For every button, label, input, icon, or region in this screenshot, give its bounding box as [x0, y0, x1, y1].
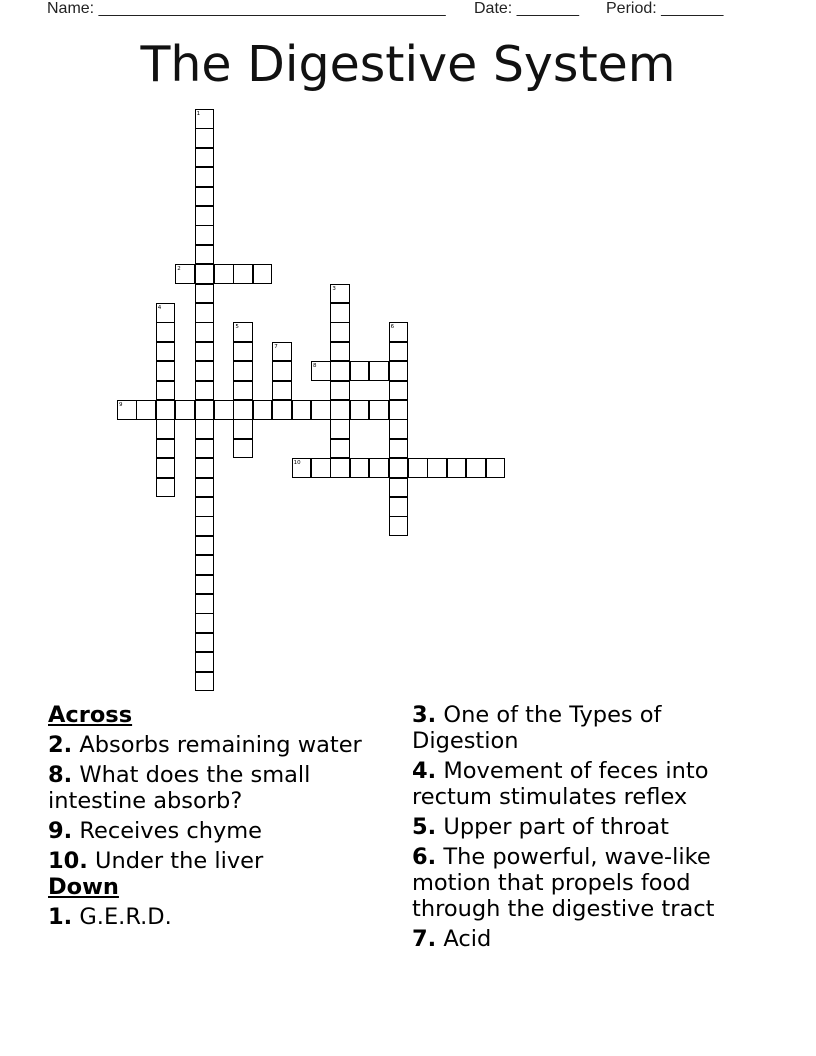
grid-cell[interactable] — [195, 245, 215, 265]
grid-cell[interactable] — [136, 400, 156, 420]
grid-cell[interactable] — [389, 478, 409, 498]
grid-cell[interactable] — [195, 264, 215, 284]
grid-cell[interactable] — [330, 381, 350, 401]
across-heading: Across — [48, 702, 133, 728]
grid-cell[interactable] — [350, 458, 370, 478]
grid-cell[interactable] — [330, 303, 350, 323]
grid-cell[interactable] — [214, 400, 234, 420]
grid-cell[interactable] — [156, 458, 176, 478]
page-title: The Digestive System — [140, 36, 676, 93]
grid-cell[interactable] — [233, 264, 253, 284]
grid-cell[interactable] — [195, 167, 215, 187]
grid-cell[interactable] — [466, 458, 486, 478]
clue-number-label: 9 — [119, 402, 123, 408]
grid-cell[interactable] — [369, 361, 389, 381]
grid-cell[interactable] — [195, 322, 215, 342]
grid-cell[interactable] — [233, 381, 253, 401]
grid-cell[interactable] — [311, 458, 331, 478]
grid-cell[interactable] — [389, 516, 409, 536]
clue-number-label: 10 — [293, 460, 301, 467]
clue-across-10: 10. Under the liver — [48, 848, 264, 874]
clue-across-9: 9. Receives chyme — [48, 818, 263, 844]
grid-cell[interactable] — [389, 439, 409, 459]
grid-cell[interactable] — [486, 458, 506, 478]
clue-number-label: 3 — [332, 285, 336, 292]
grid-cell[interactable] — [156, 342, 176, 362]
grid-cell[interactable] — [233, 419, 253, 439]
grid-cell[interactable] — [156, 322, 176, 342]
grid-cell[interactable] — [156, 439, 176, 459]
grid-cell[interactable] — [195, 206, 215, 226]
grid-cell[interactable] — [427, 458, 447, 478]
clue-number-label: 4 — [157, 305, 162, 311]
grid-cell[interactable] — [272, 361, 292, 381]
grid-cell[interactable] — [195, 633, 215, 653]
grid-cell[interactable] — [292, 400, 312, 420]
grid-cell[interactable] — [389, 458, 409, 478]
grid-cell[interactable] — [195, 458, 215, 478]
clue-number-label: 8 — [313, 363, 317, 370]
grid-cell[interactable] — [195, 613, 215, 633]
grid-cell[interactable] — [330, 439, 350, 459]
grid-cell[interactable] — [272, 381, 292, 401]
grid-cell[interactable] — [233, 439, 253, 459]
grid-cell[interactable] — [214, 264, 234, 284]
grid-cell[interactable] — [369, 458, 389, 478]
grid-cell[interactable] — [195, 225, 215, 245]
grid-cell[interactable] — [175, 400, 195, 420]
clue-down-4: 4. Movement of feces into rectum stimulates reflex — [412, 758, 709, 810]
clue-down-3: 3. One of the Types of Digestion — [412, 702, 662, 754]
grid-cell[interactable] — [389, 381, 409, 401]
clue-across-8: 8. What does the small intestine absorb? — [48, 762, 311, 814]
grid-cell[interactable] — [408, 458, 428, 478]
grid-cell[interactable] — [195, 400, 215, 420]
grid-cell[interactable] — [195, 419, 215, 439]
grid-cell[interactable] — [195, 536, 215, 556]
clue-number-label: 5 — [235, 324, 239, 331]
grid-cell[interactable] — [253, 264, 273, 284]
grid-cell[interactable] — [330, 322, 350, 342]
grid-cell[interactable] — [195, 652, 215, 672]
grid-cell[interactable] — [195, 594, 215, 614]
clue-number-label: 2 — [177, 266, 181, 273]
grid-cell[interactable] — [195, 478, 215, 498]
grid-cell[interactable] — [233, 361, 253, 381]
down-heading: Down — [48, 874, 119, 900]
clue-number-label: 1 — [196, 111, 201, 117]
grid-cell[interactable] — [233, 342, 253, 362]
clue-down-5: 5. Upper part of throat — [412, 814, 669, 840]
grid-cell[interactable] — [156, 478, 176, 498]
grid-cell[interactable] — [195, 575, 215, 595]
grid-cell[interactable] — [330, 361, 350, 381]
grid-cell[interactable] — [195, 381, 215, 401]
grid-cell[interactable] — [195, 128, 215, 148]
grid-cell[interactable] — [389, 400, 409, 420]
grid-cell[interactable] — [233, 400, 253, 420]
clues-left-column — [48, 702, 388, 930]
clue-number-label: 6 — [390, 324, 395, 331]
clue-down-7: 7. Acid — [412, 926, 492, 952]
grid-cell[interactable] — [253, 400, 273, 420]
grid-cell[interactable] — [195, 148, 215, 168]
grid-cell[interactable] — [195, 303, 215, 323]
grid-cell[interactable] — [330, 458, 350, 478]
grid-cell[interactable] — [195, 361, 215, 381]
grid-cell[interactable] — [156, 381, 176, 401]
grid-cell[interactable] — [195, 497, 215, 517]
grid-cell[interactable] — [350, 400, 370, 420]
clue-down-6: 6. The powerful, wave-like motion that propels food through the digestive tract — [412, 844, 715, 922]
date-field[interactable]: Date: _______ — [474, 0, 579, 17]
period-field[interactable]: Period: _______ — [606, 0, 724, 17]
grid-cell[interactable] — [330, 419, 350, 439]
grid-cell[interactable] — [195, 516, 215, 536]
grid-cell[interactable] — [195, 555, 215, 575]
grid-cell[interactable] — [369, 400, 389, 420]
grid-cell[interactable] — [389, 342, 409, 362]
clues-right-column — [412, 702, 752, 952]
grid-cell[interactable] — [156, 361, 176, 381]
grid-cell[interactable] — [330, 342, 350, 362]
grid-cell[interactable] — [389, 361, 409, 381]
grid-cell[interactable] — [389, 497, 409, 517]
grid-cell[interactable] — [195, 342, 215, 362]
grid-cell[interactable] — [350, 361, 370, 381]
grid-cell[interactable] — [156, 419, 176, 439]
grid-cell[interactable] — [330, 400, 350, 420]
grid-cell[interactable] — [195, 187, 215, 207]
grid-cell[interactable] — [195, 439, 215, 459]
grid-cell[interactable] — [195, 672, 215, 692]
name-field[interactable]: Name: _______________________________________ — [47, 0, 446, 17]
grid-cell[interactable] — [195, 284, 215, 304]
grid-cell[interactable] — [447, 458, 467, 478]
clue-across-2: 2. Absorbs remaining water — [48, 732, 362, 758]
grid-cell[interactable] — [389, 419, 409, 439]
grid-cell[interactable] — [272, 400, 292, 420]
clue-down-1: 1. G.E.R.D. — [48, 904, 172, 930]
clue-number-label: 7 — [274, 343, 278, 350]
grid-cell[interactable] — [156, 400, 176, 420]
grid-cell[interactable] — [311, 400, 331, 420]
